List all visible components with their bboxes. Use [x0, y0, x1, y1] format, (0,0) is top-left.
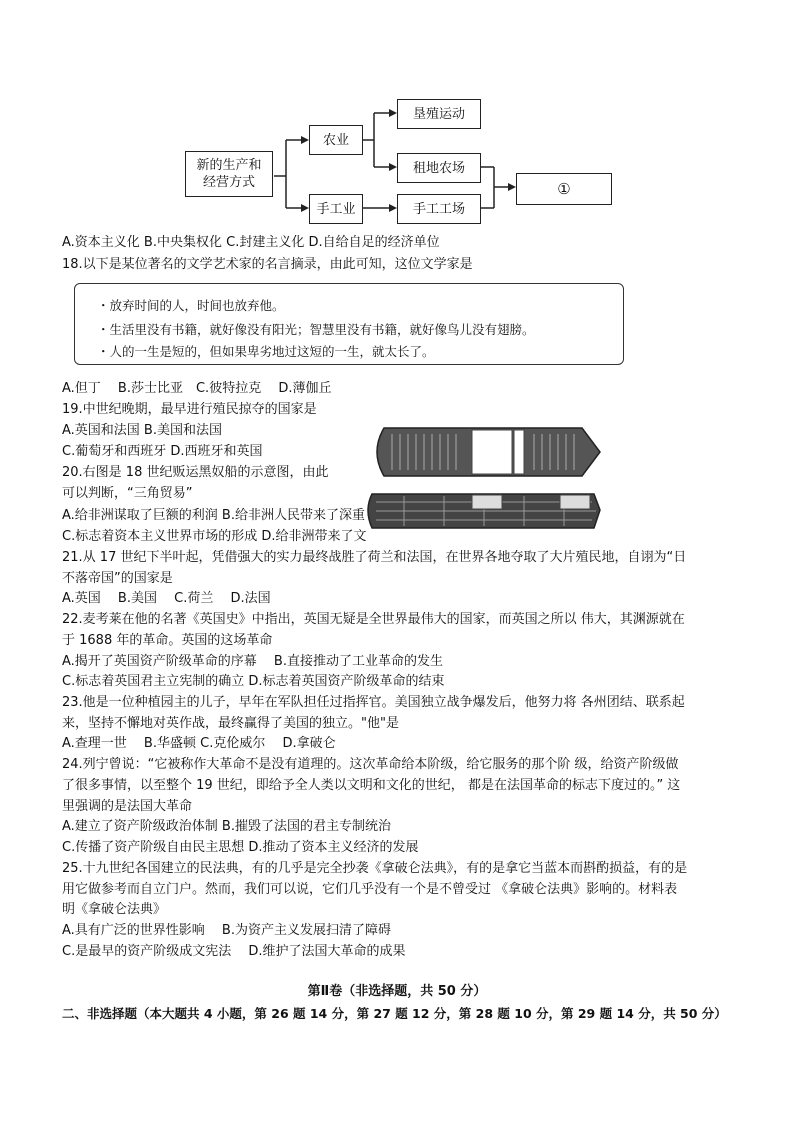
q24-options-2: C.传播了资产阶级自由民主思想 D.推动了资本主义经济的发展 — [62, 840, 419, 855]
diagram-reclamation-box: 垦殖运动 — [397, 99, 481, 129]
quote-3: ・人的一生是短的，但如果卑劣地过这短的一生，就太长了。 — [97, 344, 435, 359]
q23-line-1: 23.他是一位种植园主的儿子，早年在军队担任过指挥官。美国独立战争爆发后，他努力将 各州团结、联系起 — [62, 695, 685, 710]
q23-options: A.查理一世 B.华盛顿 C.克伦威尔 D.拿破仑 — [62, 736, 336, 751]
diagram-root-box: 新的生产和经营方式 — [185, 151, 273, 197]
q22-line-1: 22.麦考莱在他的名著《英国史》中指出，英国无疑是全世界最伟大的国家，而英国之所以 伟大，其渊源就在 — [62, 612, 685, 627]
q22-line-2: 于 1688 年的革命。英国的这场革命 — [62, 633, 273, 648]
q25-line-3: 明《拿破仑法典》 — [62, 902, 167, 917]
q19-stem: 19.中世纪晚期，最早进行殖民掠夺的国家是 — [62, 402, 317, 417]
q17-options: A.资本主义化 B.中央集权化 C.封建主义化 D.自给自足的经济单位 — [62, 235, 440, 250]
q21-line-1: 21.从 17 世纪下半叶起，凭借强大的实力最终战胜了荷兰和法国，在世界各地夺取了大片殖民地，自诩为“日 — [62, 550, 687, 565]
q24-line-3: 里强调的是法国大革命 — [62, 799, 193, 814]
diagram-agriculture-box: 农业 — [309, 125, 363, 155]
q19-options-1: A.英国和法国 B.美国和法国 — [62, 423, 222, 438]
section-heading: 二、非选择题（本大题共 4 小题，第 26 题 14 分，第 27 题 12 分，第 28 题 10 分，第 29 题 14 分，共 50 分） — [62, 1006, 727, 1021]
q18-options: A.但丁 B.莎士比亚 C.彼特拉克 D.薄伽丘 — [62, 381, 332, 396]
q18-stem: 18.以下是某位著名的文学艺术家的名言摘录，由此可知，这位文学家是 — [62, 257, 473, 272]
q21-line-2: 不落帝国”的国家是 — [62, 571, 173, 586]
quote-scroll — [74, 283, 624, 365]
slave-ship-illustration — [364, 420, 624, 540]
quote-1: ・放弃时间的人，时间也放弃他。 — [97, 298, 285, 313]
q20-options-2: C.标志着资本主义世界市场的形成 D.给非洲带来了文 — [62, 529, 367, 544]
q20-stem-1: 20.右图是 18 世纪贩运黑奴船的示意图，由此 — [62, 465, 329, 480]
q23-line-2: 来，坚持不懈地对英作战，最终赢得了美国的独立。"他"是 — [62, 716, 399, 731]
q22-options-2: C.标志着英国君主立宪制的确立 D.标志着英国资产阶级革命的结束 — [62, 674, 445, 689]
q24-line-2: 了很多事情，以至整个 19 世纪，即给予全人类以文明和文化的世纪， 都是在法国革命的标志下度过的。” 这 — [62, 778, 681, 793]
diagram-result-box: ① — [516, 173, 612, 205]
q25-options-1: A.具有广泛的世界性影响 B.为资产主义发展扫清了障碍 — [62, 923, 391, 938]
q20-options-1: A.给非洲谋取了巨额的利润 B.给非洲人民带来了深重 — [62, 508, 365, 523]
q19-options-2: C.葡萄牙和西班牙 D.西班牙和英国 — [62, 444, 263, 459]
diagram-workshop-box: 手工工场 — [397, 194, 481, 224]
diagram-handicraft-box: 手工业 — [309, 194, 363, 224]
q24-options-1: A.建立了资产阶级政治体制 B.摧毁了法国的君主专制统治 — [62, 819, 391, 834]
q22-options-1: A.揭开了英国资产阶级革命的序幕 B.直接推动了工业革命的发生 — [62, 654, 443, 669]
section-title: 第Ⅱ卷（非选择题，共 50 分） — [307, 984, 487, 999]
q25-line-1: 25.十九世纪各国建立的民法典，有的几乎是完全抄袭《拿破仑法典》，有的是拿它当蓝本而斟酌损益，有的是 — [62, 861, 688, 876]
q25-options-2: C.是最早的资产阶级成文宪法 D.维护了法国大革命的成果 — [62, 944, 406, 959]
q24-line-1: 24.列宁曾说：“它被称作大革命不是没有道理的。这次革命给本阶级，给它服务的那个阶 级，给资产阶级做 — [62, 757, 679, 772]
q20-stem-2: 可以判断，“三角贸易” — [62, 486, 193, 501]
q25-line-2: 用它做参考而自立门户。然而，我们可以说，它们几乎没有一个是不曾受过 《拿破仑法典》影响的。材料表 — [62, 882, 678, 897]
q21-options: A.英国 B.美国 C.荷兰 D.法国 — [62, 591, 271, 606]
diagram-rent-farm-box: 租地农场 — [397, 153, 481, 183]
quote-2: ・生活里没有书籍，就好像没有阳光；智慧里没有书籍，就好像鸟儿没有翅膀。 — [97, 322, 535, 337]
